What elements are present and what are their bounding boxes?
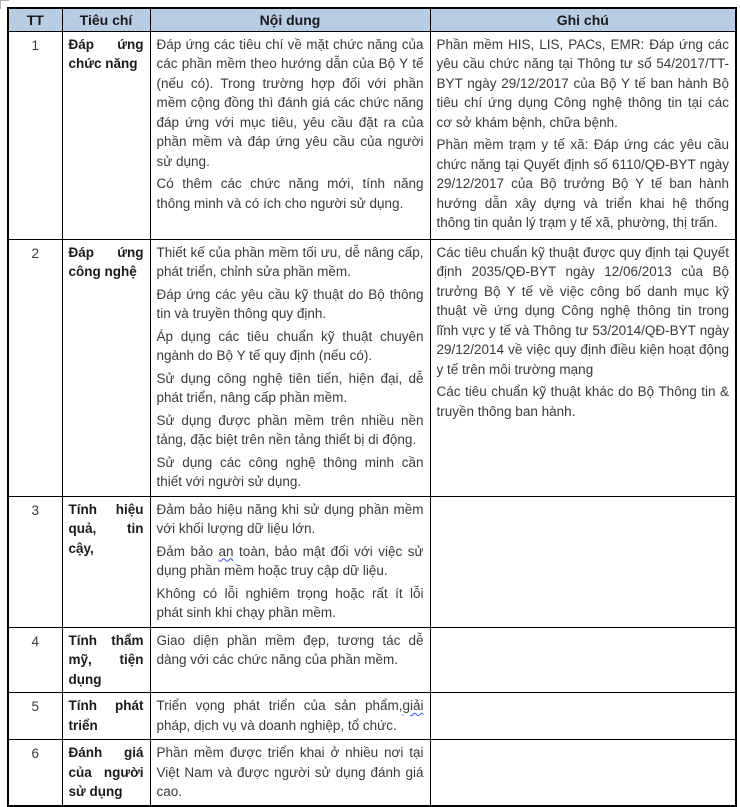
cell-noi-dung (150, 239, 430, 496)
cell-tt: 2 (8, 239, 62, 496)
table-row (8, 693, 736, 740)
paragraph: Phần mềm được triển khai ở nhiều nơi tại Việt Nam và được người sử dụng đánh giá cao. (156, 745, 424, 799)
paragraph: Đảm bảo an toàn, bảo mật đối với việc sử dụng phần mềm hoặc truy cập dữ liệu. (156, 543, 424, 578)
cell-tt: 3 (8, 496, 62, 627)
paragraph: Đáp ứng công nghệ (68, 244, 144, 279)
table-body (8, 31, 736, 806)
cell-tt: 4 (8, 627, 62, 693)
cell-ghi-chu (430, 31, 736, 239)
table-row (8, 627, 736, 693)
cell-ghi-chu (430, 693, 736, 740)
cell-noi-dung (150, 627, 430, 693)
cell-ghi-chu (430, 496, 736, 627)
paragraph: Đảm bảo hiệu năng khi sử dụng phần mềm với khối lượng dữ liệu lớn. (156, 501, 424, 536)
paragraph: Đáp ứng các tiêu chí về mặt chức năng của các phần mềm theo hướng dẫn của Bộ Y tế (nếu có). Trong trường hợp đối với phần mềm cộng đồng thì đánh giá các chức năng đáp ứng với mục tiêu, yêu cầu đặt ra của phần mềm và đáp ứng yêu cầu của người sử dụng. (156, 36, 424, 169)
cell-noi-dung (150, 496, 430, 627)
paragraph: Tính phát triển (68, 698, 144, 733)
paragraph: Đáp ứng chức năng (68, 36, 144, 71)
header-tieu-chi: Tiêu chí (62, 8, 150, 31)
paragraph: Tính hiệu quả, tin cậy, (68, 501, 144, 556)
paragraph: Sử dụng công nghệ tiên tiến, hiện đại, dễ phát triển, nâng cấp phần mềm. (156, 370, 424, 405)
cell-tieu-chi (62, 496, 150, 627)
paragraph: Phần mềm HIS, LIS, PACs, EMR: Đáp ứng các yêu cầu chức năng tại Thông tư số 54/2017/TT-BYT ngày 29/12/2017 của Bộ Y tế ban hành Bộ tiêu chí ứng dụng Công nghệ thông tin tại các cơ sở khám bệnh, chữa bệnh. (436, 36, 729, 130)
paragraph: Sử dụng được phần mềm trên nhiều nền tảng, đặc biệt trên nền tảng thiết bị di động. (156, 412, 424, 447)
cell-noi-dung (150, 693, 430, 740)
cell-tieu-chi (62, 627, 150, 693)
header-ghi-chu: Ghi chú (430, 8, 736, 31)
paragraph: Thiết kế của phần mềm tối ưu, dễ nâng cấp, phát triển, chỉnh sửa phần mềm. (156, 244, 424, 279)
cell-tieu-chi (62, 31, 150, 239)
cell-tt: 6 (8, 740, 62, 806)
header-tt: TT (8, 8, 62, 31)
paragraph: Giao diện phần mềm đẹp, tương tác dễ dàng với các chức năng của phần mềm. (156, 632, 424, 667)
table-row (8, 31, 736, 239)
header-row (8, 8, 736, 31)
paragraph: Phần mềm trạm y tế xã: Đáp ứng các yêu cầu chức năng tại Quyết định số 6110/QĐ-BYT ngày 29/12/2017 của Bộ trưởng Bộ Y tế ban hành hướng dẫn xây dựng và triển khai hệ thống thông tin quản lý trạm y tế xã, phường, thị trấn. (436, 137, 729, 230)
cell-tieu-chi (62, 239, 150, 496)
paragraph: Không có lỗi nghiêm trọng hoặc rất ít lỗi phát sinh khi chạy phần mềm. (156, 585, 424, 620)
cell-tieu-chi (62, 693, 150, 740)
table-row (8, 496, 736, 627)
cell-tt: 1 (8, 31, 62, 239)
table-row (8, 740, 736, 806)
paragraph: Sử dụng các công nghệ thông minh cần thiết với người sử dụng. (156, 454, 424, 489)
criteria-table (7, 7, 737, 807)
paragraph: Tính thẩm mỹ, tiện dụng (68, 632, 144, 687)
cell-noi-dung (150, 31, 430, 239)
cell-ghi-chu (430, 627, 736, 693)
cell-ghi-chu (430, 740, 736, 806)
cell-ghi-chu (430, 239, 736, 496)
paragraph: Có thêm các chức năng mới, tính năng thông minh và có ích cho người sử dụng. (156, 176, 424, 211)
spellcheck-underline: an (218, 543, 234, 559)
cell-tieu-chi (62, 740, 150, 806)
paragraph: Áp dụng các tiêu chuẩn kỹ thuật chuyên ngành do Bộ Y tế quy định (nếu có). (156, 328, 424, 363)
paragraph: Các tiêu chuẩn kỹ thuật được quy định tại Quyết định 2035/QĐ-BYT ngày 12/06/2013 của Bộ trưởng Bộ Y tế về việc công bố danh mục kỹ thuật về ứng dụng Công nghệ thông tin trong lĩnh vực y tế và Thông tư 53/2014/QĐ-BYT ngày 29/12/2014 về việc quy định điều kiện hoạt động y tế trên môi trường mạng (436, 244, 729, 377)
header-noi-dung: Nội dung (150, 8, 430, 31)
spellcheck-underline: giải (402, 698, 424, 713)
cell-tt: 5 (8, 693, 62, 740)
table-row (8, 239, 736, 496)
paragraph: Đánh giá của người sử dụng (68, 745, 144, 799)
paragraph: Triển vọng phát triển của sản phẩm,giải pháp, dịch vụ và doanh nghiệp, tổ chức. (156, 698, 424, 733)
cell-noi-dung (150, 740, 430, 806)
paragraph: Đáp ứng các yêu cầu kỹ thuật do Bộ thông tin và truyền thông quy định. (156, 286, 424, 321)
paragraph: Các tiêu chuẩn kỹ thuật khác do Bộ Thông tin & truyền thông ban hành. (436, 384, 729, 419)
